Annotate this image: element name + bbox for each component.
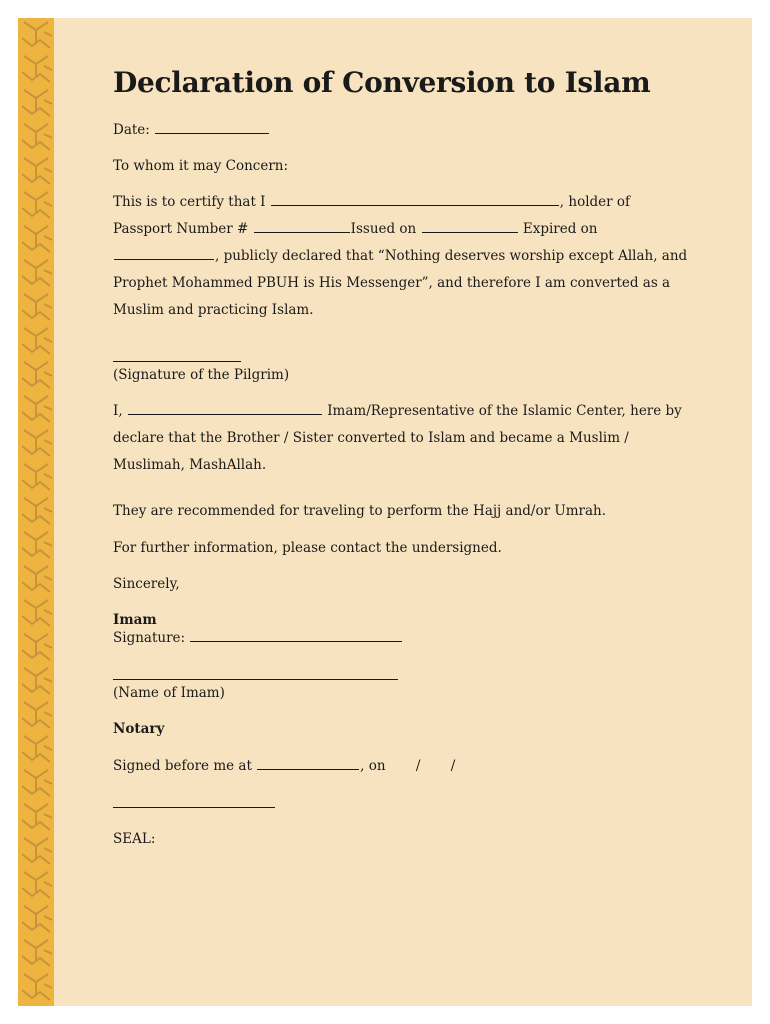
document-page bbox=[18, 18, 752, 1006]
certify-line-3 bbox=[113, 247, 687, 265]
certify-line-1 bbox=[113, 193, 630, 211]
signed-label: Signed before me at bbox=[113, 758, 252, 774]
certify-text: , publicly declared that “Nothing deserves worship except Allah, and bbox=[215, 248, 688, 264]
seal-label: SEAL: bbox=[113, 831, 156, 847]
notary-signed-row bbox=[113, 757, 455, 775]
imam-name-label: (Name of Imam) bbox=[113, 685, 225, 701]
pilgrim-signature-label: (Signature of the Pilgrim) bbox=[113, 367, 290, 383]
notary-signature-line[interactable] bbox=[113, 807, 275, 808]
date-row bbox=[113, 121, 270, 139]
expired-label: Expired on bbox=[522, 221, 598, 237]
border-pattern bbox=[18, 18, 54, 1006]
imam-declaration-line-3: Muslimah, MashAllah. bbox=[113, 457, 267, 473]
certify-line-5: Muslim and practicing Islam. bbox=[113, 302, 314, 318]
imam-declaration-line-2: declare that the Brother / Sister converted to Islam and became a Muslim / bbox=[113, 430, 629, 446]
closing: Sincerely, bbox=[113, 576, 180, 592]
certify-line-4: Prophet Mohammed PBUH is His Messenger”, and therefore I am converted as a bbox=[113, 275, 671, 291]
imam-heading: Imam bbox=[113, 612, 157, 628]
certify-line-2 bbox=[113, 220, 598, 238]
date-label: Date: bbox=[113, 122, 150, 138]
notary-heading: Notary bbox=[113, 721, 165, 737]
certify-text: This is to certify that I bbox=[113, 194, 266, 210]
declaration-text: I, bbox=[113, 403, 123, 419]
declaration-text: Imam/Representative of the Islamic Center, here by bbox=[327, 403, 682, 419]
document-title: Declaration of Conversion to Islam bbox=[113, 66, 651, 99]
imam-signature-field[interactable] bbox=[190, 629, 402, 642]
greeting: To whom it may Concern: bbox=[113, 158, 289, 174]
signature-label: Signature: bbox=[113, 630, 186, 646]
passport-number-field[interactable] bbox=[254, 220, 350, 233]
recommend-text: They are recommended for traveling to perform the Hajj and/or Umrah. bbox=[113, 503, 607, 519]
expiry-date-field[interactable] bbox=[114, 247, 214, 260]
pilgrim-signature-line[interactable] bbox=[113, 361, 241, 362]
imam-declaration-line-1 bbox=[113, 402, 682, 420]
imam-name-field[interactable] bbox=[128, 402, 322, 415]
passport-label: Passport Number # bbox=[113, 221, 249, 237]
date-slash: / bbox=[415, 758, 421, 774]
date-slash: / bbox=[450, 758, 456, 774]
issued-date-field[interactable] bbox=[422, 220, 518, 233]
contact-text: For further information, please contact the undersigned. bbox=[113, 540, 502, 556]
certify-text: , holder of bbox=[559, 194, 631, 210]
on-label: , on bbox=[360, 758, 386, 774]
notary-location-field[interactable] bbox=[257, 757, 359, 770]
issued-label: Issued on bbox=[350, 221, 417, 237]
name-field[interactable] bbox=[271, 193, 559, 206]
decorative-border bbox=[18, 18, 54, 1006]
date-field[interactable] bbox=[155, 121, 269, 134]
imam-signature-row bbox=[113, 629, 403, 647]
imam-name-line[interactable] bbox=[113, 679, 398, 680]
